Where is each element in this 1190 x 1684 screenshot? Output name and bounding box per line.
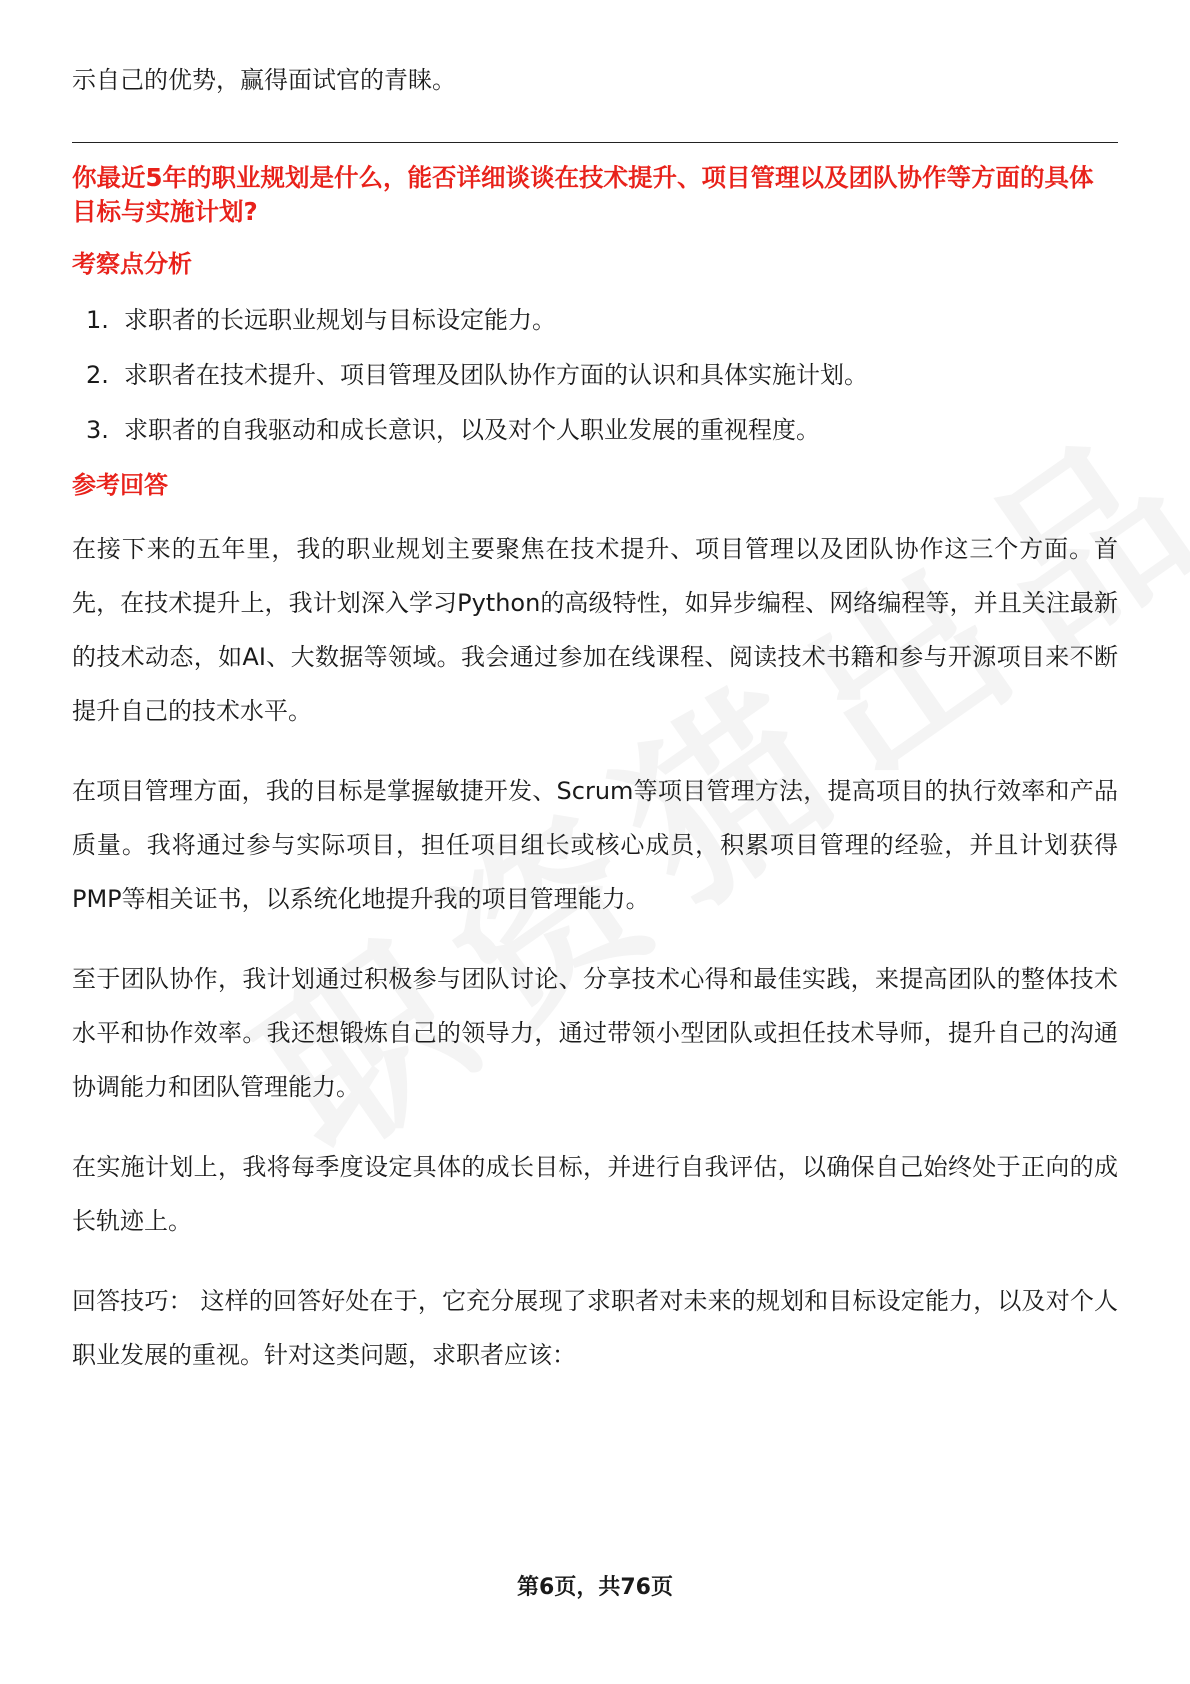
list-item-text: 求职者的自我驱动和成长意识，以及对个人职业发展的重视程度。	[124, 416, 820, 444]
analysis-list	[72, 303, 1118, 447]
answer-paragraph: 至于团队协作，我计划通过积极参与团队讨论、分享技术心得和最佳实践，来提高团队的整体技术水平和协作效率。我还想锻炼自己的领导力，通过带领小型团队或担任技术导师，提升自己的沟通协调能力和团队管理能力。	[72, 965, 1118, 1101]
section-divider	[72, 142, 1118, 143]
continuation-text: 示自己的优势，赢得面试官的青睐。	[72, 66, 456, 94]
answer-title: 参考回答	[72, 471, 168, 499]
answer-paragraph: 在接下来的五年里，我的职业规划主要聚焦在技术提升、项目管理以及团队协作这三个方面。首先，在技术提升上，我计划深入学习Python的高级特性，如异步编程、网络编程等，并且关注最新的技术动态，如AI、大数据等领域。我会通过参加在线课程、阅读技术书籍和参与开源项目来不断提升自己的技术水平。	[72, 535, 1118, 725]
page-number: 第6页，共76页	[517, 1575, 673, 1600]
page-content	[72, 60, 1118, 1382]
list-item-text: 求职者在技术提升、项目管理及团队协作方面的认识和具体实施计划。	[124, 361, 868, 389]
list-item-number: 2.	[86, 361, 109, 389]
list-item	[72, 303, 1118, 337]
analysis-title: 考察点分析	[72, 250, 192, 278]
list-item-text: 求职者的长远职业规划与目标设定能力。	[124, 306, 556, 334]
list-item-number: 1.	[86, 306, 109, 334]
list-item	[72, 413, 1118, 447]
answer-tips-paragraph: 回答技巧： 这样的回答好处在于，它充分展现了求职者对未来的规划和目标设定能力，以及对个人职业发展的重视。针对这类问题，求职者应该：	[72, 1287, 1118, 1369]
question-heading: 你最近5年的职业规划是什么，能否详细谈谈在技术提升、项目管理以及团队协作等方面的具体目标与实施计划?	[72, 163, 1094, 226]
list-item	[72, 358, 1118, 392]
answer-paragraph: 在实施计划上，我将每季度设定具体的成长目标，并进行自我评估，以确保自己始终处于正向的成长轨迹上。	[72, 1153, 1118, 1235]
answer-paragraph: 在项目管理方面，我的目标是掌握敏捷开发、Scrum等项目管理方法，提高项目的执行效率和产品质量。我将通过参与实际项目，担任项目组长或核心成员，积累项目管理的经验，并且计划获得PMP等相关证书，以系统化地提升我的项目管理能力。	[72, 777, 1118, 913]
list-item-number: 3.	[86, 416, 109, 444]
